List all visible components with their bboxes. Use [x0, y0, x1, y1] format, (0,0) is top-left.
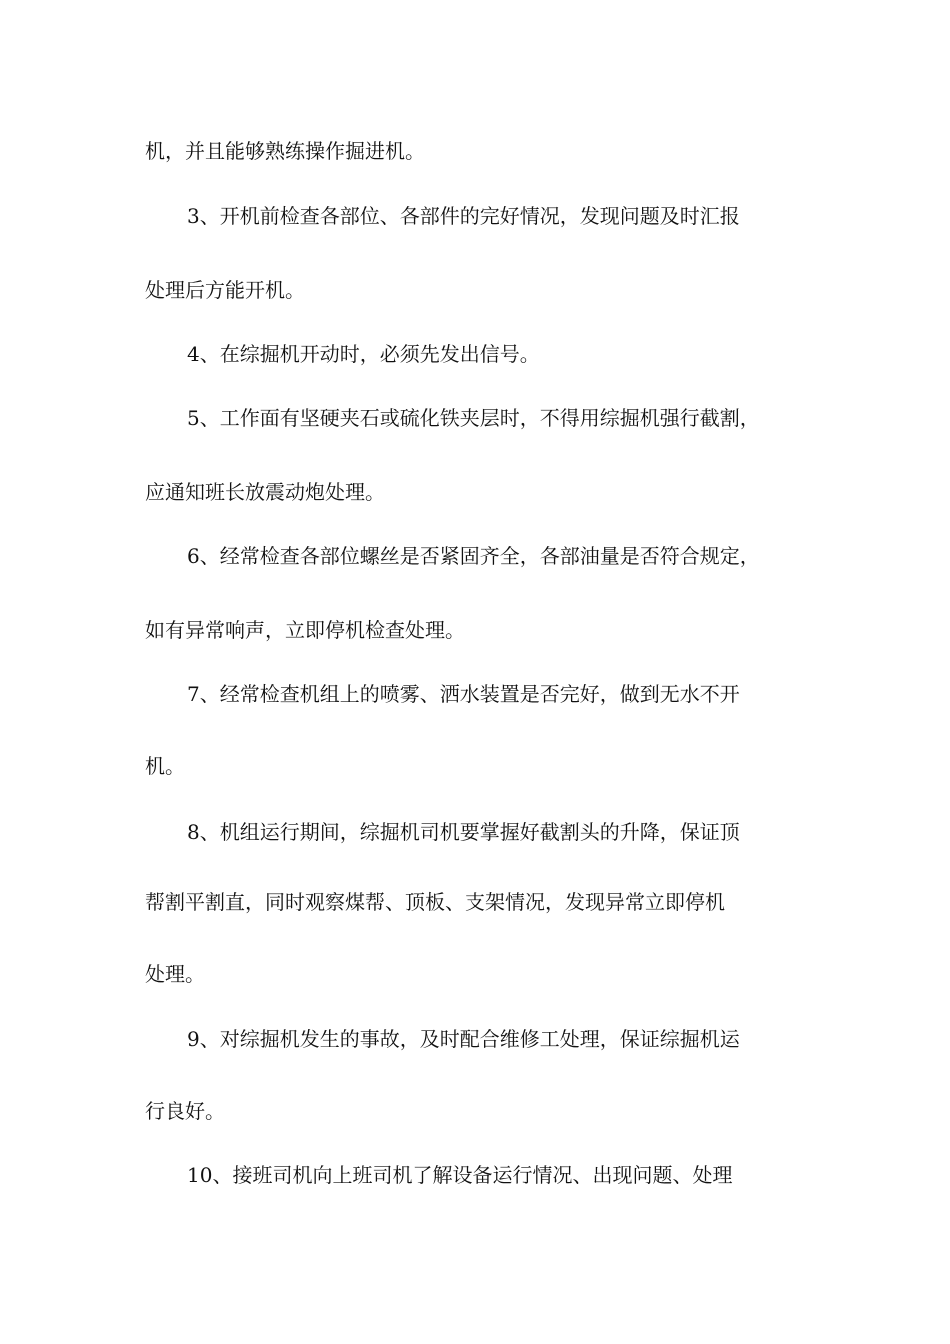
text-line: 如有异常响声，立即停机检查处理。 — [145, 618, 465, 642]
text-line: 4、在综掘机开动时，必须先发出信号。 — [187, 342, 540, 366]
text-line: 行良好。 — [145, 1099, 225, 1123]
text-line: 处理。 — [145, 962, 205, 986]
text-line: 5、工作面有坚硬夹石或硫化铁夹层时，不得用综掘机强行截割， — [187, 406, 760, 430]
text-line: 机。 — [145, 754, 185, 778]
text-line: 7、经常检查机组上的喷雾、洒水装置是否完好，做到无水不开 — [187, 682, 740, 706]
text-line: 应通知班长放震动炮处理。 — [145, 480, 385, 504]
text-line: 9、对综掘机发生的事故，及时配合维修工处理，保证综掘机运 — [187, 1027, 740, 1051]
text-line: 3、开机前检查各部位、各部件的完好情况，发现问题及时汇报 — [187, 204, 740, 228]
text-line: 8、机组运行期间，综掘机司机要掌握好截割头的升降，保证顶 — [187, 820, 740, 844]
text-line: 机，并且能够熟练操作掘进机。 — [145, 139, 425, 163]
text-line: 帮割平割直，同时观察煤帮、顶板、支架情况，发现异常立即停机 — [145, 890, 725, 914]
text-line: 10、接班司机向上班司机了解设备运行情况、出现问题、处理 — [187, 1163, 733, 1187]
text-line: 6、经常检查各部位螺丝是否紧固齐全，各部油量是否符合规定， — [187, 544, 760, 568]
text-line: 处理后方能开机。 — [145, 278, 305, 302]
